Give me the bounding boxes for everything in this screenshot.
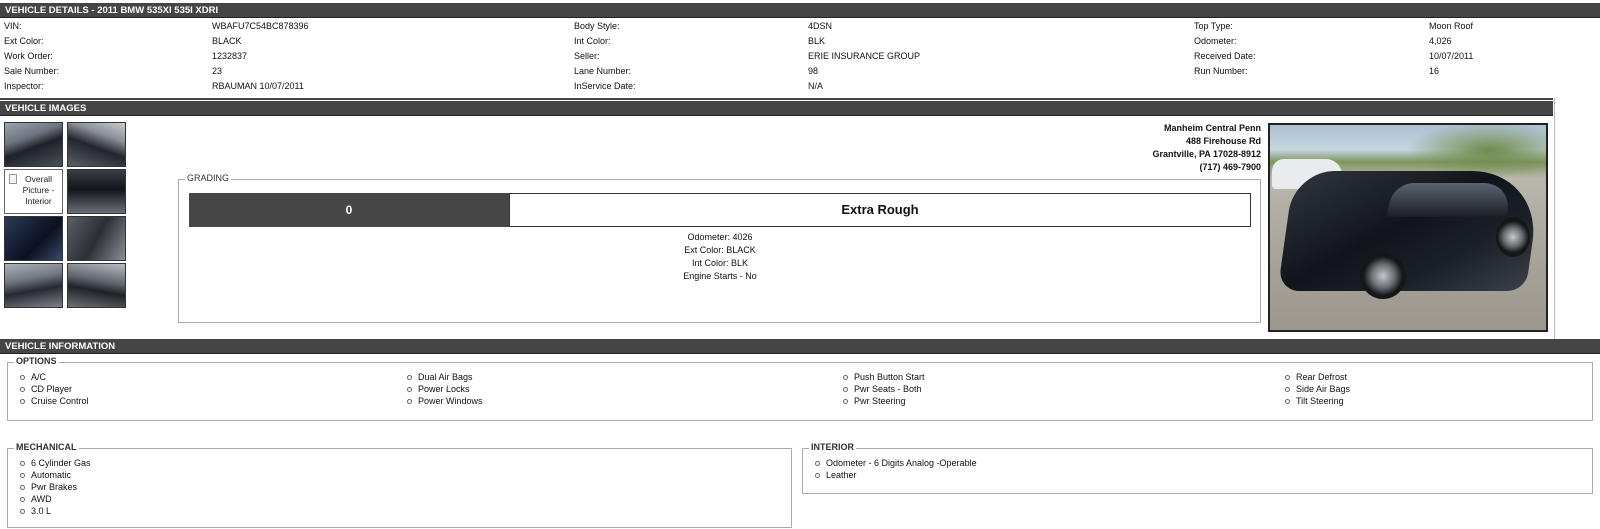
- list-item: Rear Defrost: [1280, 371, 1350, 383]
- thumbnail-image[interactable]: [4, 122, 63, 167]
- main-vehicle-image[interactable]: [1268, 123, 1548, 332]
- detail-label: Sale Number:: [4, 66, 60, 76]
- images-right-rule: [1554, 98, 1555, 339]
- list-item: Pwr Steering: [838, 395, 925, 407]
- detail-row: [0, 49, 1600, 64]
- car-window-shape: [1386, 183, 1513, 217]
- detail-label: Body Style:: [574, 21, 620, 31]
- thumbnail-image[interactable]: [67, 122, 126, 167]
- list-item: Odometer - 6 Digits Analog -Operable: [810, 457, 977, 469]
- bullet-icon: [815, 473, 820, 478]
- car-wheel: [1360, 253, 1406, 299]
- bullet-icon: [20, 497, 25, 502]
- bullet-icon: [20, 399, 25, 404]
- options-legend: OPTIONS: [16, 356, 57, 366]
- bullet-icon: [1285, 399, 1290, 404]
- mechanical-fieldset: [7, 442, 792, 528]
- bullet-icon: [843, 375, 848, 380]
- car-wheel: [1496, 217, 1530, 257]
- list-item: 6 Cylinder Gas: [15, 457, 91, 469]
- detail-value: ERIE INSURANCE GROUP: [808, 51, 921, 61]
- grading-int-color: Int Color: BLK: [691, 258, 749, 268]
- list-item: Dual Air Bags: [402, 371, 483, 383]
- list-item: Side Air Bags: [1280, 383, 1350, 395]
- options-column: [402, 371, 483, 407]
- detail-label: Top Type:: [1194, 21, 1233, 31]
- interior-fieldset: [802, 442, 1593, 494]
- thumbnail-image[interactable]: [4, 216, 63, 261]
- location-city: Grantville, PA 17028-8912: [1152, 149, 1261, 159]
- detail-value: WBAFU7C54BC878396: [212, 21, 309, 31]
- grading-legend: GRADING: [187, 173, 230, 183]
- bullet-icon: [407, 399, 412, 404]
- detail-value: BLACK: [212, 36, 242, 46]
- detail-value: Moon Roof: [1429, 21, 1474, 31]
- detail-value: 1232837: [212, 51, 248, 61]
- detail-label: Ext Color:: [4, 36, 44, 46]
- list-item: Tilt Steering: [1280, 395, 1350, 407]
- grade-score: 0: [189, 193, 509, 227]
- bullet-icon: [20, 461, 25, 466]
- bullet-icon: [407, 375, 412, 380]
- list-item: CD Player: [15, 383, 89, 395]
- list-item: AWD: [15, 493, 91, 505]
- detail-row: [0, 79, 1600, 94]
- thumbnail-image[interactable]: [4, 263, 63, 308]
- bullet-icon: [20, 509, 25, 514]
- grading-details: [189, 231, 1251, 283]
- detail-value: 4,026: [1429, 36, 1452, 46]
- thumbnail-overall-interior[interactable]: [4, 169, 63, 214]
- vehicle-details-header: VEHICLE DETAILS - 2011 BMW 535XI 535I XDRI: [0, 3, 1600, 18]
- interior-legend: INTERIOR: [811, 442, 855, 452]
- vehicle-details-grid: [0, 19, 1600, 97]
- detail-row: [0, 19, 1600, 34]
- bullet-icon: [815, 461, 820, 466]
- mechanical-list: [15, 457, 91, 517]
- detail-value: 16: [1429, 66, 1440, 76]
- grading-fieldset: [178, 173, 1261, 323]
- grade-condition: Extra Rough: [509, 193, 1251, 227]
- mechanical-legend: MECHANICAL: [16, 442, 77, 452]
- detail-label: Run Number:: [1194, 66, 1248, 76]
- detail-label: InService Date:: [574, 81, 636, 91]
- detail-value: 98: [808, 66, 819, 76]
- detail-value: 23: [212, 66, 223, 76]
- grading-odometer: Odometer: 4026: [687, 232, 753, 242]
- list-item: Push Button Start: [838, 371, 925, 383]
- list-item: Pwr Seats - Both: [838, 383, 925, 395]
- grading-ext-color: Ext Color: BLACK: [684, 245, 756, 255]
- detail-value: 10/07/2011: [1429, 51, 1474, 61]
- detail-label: Odometer:: [1194, 36, 1237, 46]
- bullet-icon: [843, 399, 848, 404]
- options-column: [838, 371, 925, 407]
- bullet-icon: [1285, 387, 1290, 392]
- details-divider: [0, 98, 1553, 100]
- detail-label: Int Color:: [574, 36, 611, 46]
- bullet-icon: [20, 473, 25, 478]
- vehicle-images-header: VEHICLE IMAGES: [0, 101, 1553, 116]
- document-icon: [9, 174, 17, 184]
- list-item: 3.0 L: [15, 505, 91, 517]
- detail-value: N/A: [808, 81, 824, 91]
- detail-label: Received Date:: [1194, 51, 1256, 61]
- options-column: [15, 371, 89, 407]
- bullet-icon: [1285, 375, 1290, 380]
- detail-label: Seller:: [574, 51, 600, 61]
- grading-engine-starts: Engine Starts - No: [683, 271, 757, 281]
- bullet-icon: [20, 387, 25, 392]
- bullet-icon: [20, 375, 25, 380]
- list-item: Leather: [810, 469, 977, 481]
- thumbnail-image[interactable]: [67, 216, 126, 261]
- thumbnail-caption: Overall Picture - Interior: [22, 174, 55, 206]
- location-street: 488 Firehouse Rd: [1185, 136, 1261, 146]
- list-item: Cruise Control: [15, 395, 89, 407]
- detail-label: Inspector:: [4, 81, 44, 91]
- list-item: A/C: [15, 371, 89, 383]
- thumbnail-image[interactable]: [67, 169, 126, 214]
- detail-label: Work Order:: [4, 51, 53, 61]
- list-item: Automatic: [15, 469, 91, 481]
- options-fieldset: [7, 356, 1593, 421]
- vehicle-information-header: VEHICLE INFORMATION: [0, 339, 1600, 354]
- bullet-icon: [843, 387, 848, 392]
- thumbnail-image[interactable]: [67, 263, 126, 308]
- location-phone: (717) 469-7900: [1199, 162, 1261, 172]
- list-item: Pwr Brakes: [15, 481, 91, 493]
- options-column: [1280, 371, 1350, 407]
- interior-list: [810, 457, 977, 481]
- detail-row: [0, 34, 1600, 49]
- location-name: Manheim Central Penn: [1163, 123, 1261, 133]
- bullet-icon: [20, 485, 25, 490]
- list-item: Power Locks: [402, 383, 483, 395]
- detail-value: RBAUMAN 10/07/2011: [212, 81, 304, 91]
- detail-row: [0, 64, 1600, 79]
- detail-label: Lane Number:: [574, 66, 632, 76]
- detail-label: VIN:: [4, 21, 22, 31]
- auction-location: [1152, 122, 1261, 174]
- detail-value: BLK: [808, 36, 826, 46]
- list-item: Power Windows: [402, 395, 483, 407]
- bullet-icon: [407, 387, 412, 392]
- detail-value: 4DSN: [808, 21, 833, 31]
